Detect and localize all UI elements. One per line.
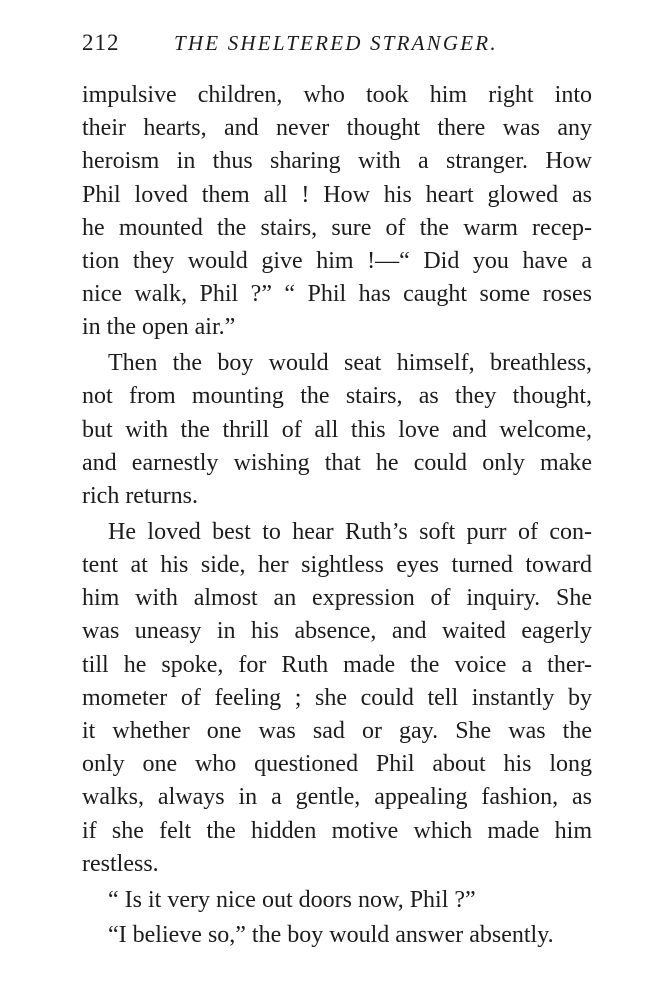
text-line: was uneasy in his absence, and waited eagerly (82, 618, 592, 645)
text-line: nice walk, Phil ?” “ Phil has caught some roses (82, 281, 592, 308)
text-line: impulsive children, who took him right into (82, 82, 592, 108)
text-line: “I believe so,” the boy would answer absently. (108, 922, 554, 949)
body-text (82, 79, 592, 953)
text-line: till he spoke, for Ruth made the voice a ther- (82, 651, 592, 678)
text-line: Then the boy would seat himself, breathless, (108, 350, 592, 377)
paragraph-1 (82, 79, 592, 345)
text-line: tent at his side, her sightless eyes turned toward (82, 552, 592, 579)
text-line: but with the thrill of all this love and welcome, (82, 416, 592, 443)
text-line: “ Is it very nice out doors now, Phil ?” (108, 886, 476, 913)
paragraph-4 (82, 884, 592, 917)
text-line: heroism in thus sharing with a stranger. How (82, 148, 592, 175)
text-line: it whether one was sad or gay. She was the (82, 718, 592, 745)
text-line: He loved best to hear Ruth’s soft purr of con- (108, 518, 592, 545)
text-line: him with almost an expression of inquiry. She (82, 585, 592, 612)
paragraph-3 (82, 516, 592, 881)
text-line: and earnestly wishing that he could only make (82, 449, 592, 476)
text-line: walks, always in a gentle, appealing fashion, as (82, 784, 592, 811)
text-line: not from mounting the stairs, as they thought, (82, 383, 592, 410)
page-number: 212 (82, 30, 120, 55)
running-title: THE SHELTERED STRANGER. (174, 31, 498, 55)
text-line: mometer of feeling ; she could tell instantly by (82, 684, 592, 711)
page-header (82, 30, 592, 62)
text-line: in the open air.” (82, 314, 236, 341)
paragraph-5 (82, 919, 592, 952)
text-line: tion they would give him !—“ Did you have a (82, 248, 592, 275)
text-line: if she felt the hidden motive which made him (82, 817, 592, 844)
text-line: only one who questioned Phil about his long (82, 751, 592, 778)
text-line: restless. (82, 850, 159, 877)
text-line: Phil loved them all ! How his heart glowed as (82, 181, 592, 208)
paragraph-2 (82, 347, 592, 513)
text-line: he mounted the stairs, sure of the warm recep- (82, 214, 592, 241)
text-line: rich returns. (82, 483, 198, 510)
text-line: their hearts, and never thought there was any (82, 115, 592, 142)
